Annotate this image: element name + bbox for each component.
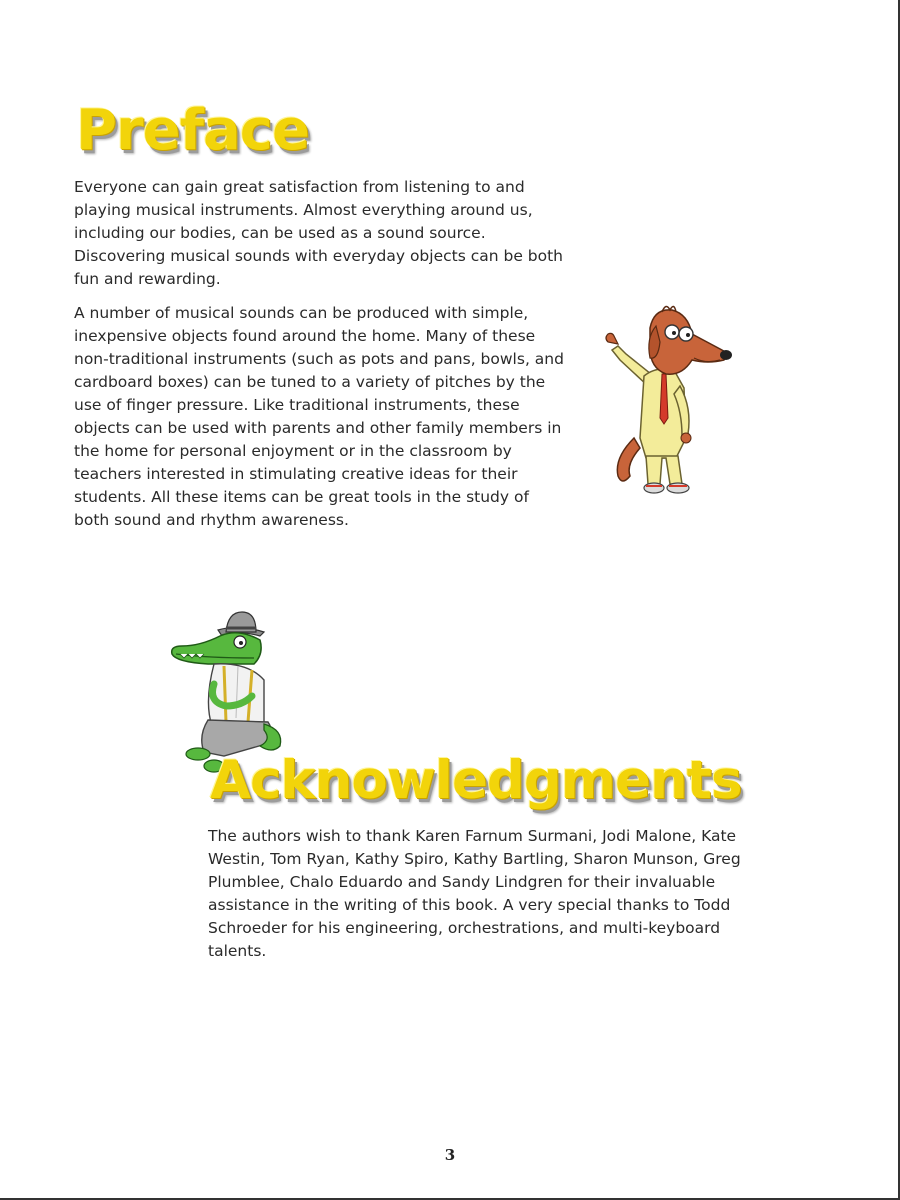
acknowledgments-heading: Acknowledgments xyxy=(210,750,742,811)
dog-shoe-right xyxy=(667,483,689,493)
croc-foot-left xyxy=(186,748,210,760)
dog-shoe-left xyxy=(644,483,664,493)
dog-head xyxy=(650,310,727,374)
dog-paw xyxy=(606,333,618,344)
croc-head xyxy=(172,633,261,664)
page-number: 3 xyxy=(444,1146,456,1164)
dog-legs xyxy=(646,456,682,484)
dog-illustration xyxy=(596,298,736,503)
acknowledgments-paragraph: The authors wish to thank Karen Farnum Surmani, Jodi Malone, Kate Westin, Tom Ryan, Kathy Spiro, Kathy Bartling, Sharon Munson, Greg Plumblee, Chalo Eduardo and Sandy Lindgren for their invaluable assistance in the writing of this book. A very special thanks to Todd Schroeder for his engineering, orchestrations, and multi-keyboard talents. xyxy=(208,827,741,960)
preface-paragraph-1: Everyone can gain great satisfaction from listening to and playing musical instruments. Almost everything around us, including our bodies, can be used as a sound source. Discovering musical sounds with everyday objects can be both fun and rewarding. xyxy=(74,178,564,288)
preface-paragraph-2: A number of musical sounds can be produced with simple, inexpensive objects found around the home. Many of these non-traditional instruments (such as pots and pans, bowls, and cardboard boxes) can be tuned to a variety of pitches by the use of finger pressure. Like traditional instruments, these objects can be used with parents and other family members in the home for personal enjoyment or in the classroom by teachers interested in stimulating creative ideas for their students. All these items can be great tools in the study of both sound and rhythm awareness. xyxy=(74,304,564,529)
preface-heading: Preface xyxy=(76,98,309,163)
dog-tie xyxy=(660,374,668,424)
dog-eye-left xyxy=(665,325,679,339)
dog-hand xyxy=(681,433,691,443)
dog-eye-right xyxy=(679,327,693,341)
dog-tail xyxy=(617,438,640,481)
dog-nose xyxy=(720,350,732,360)
